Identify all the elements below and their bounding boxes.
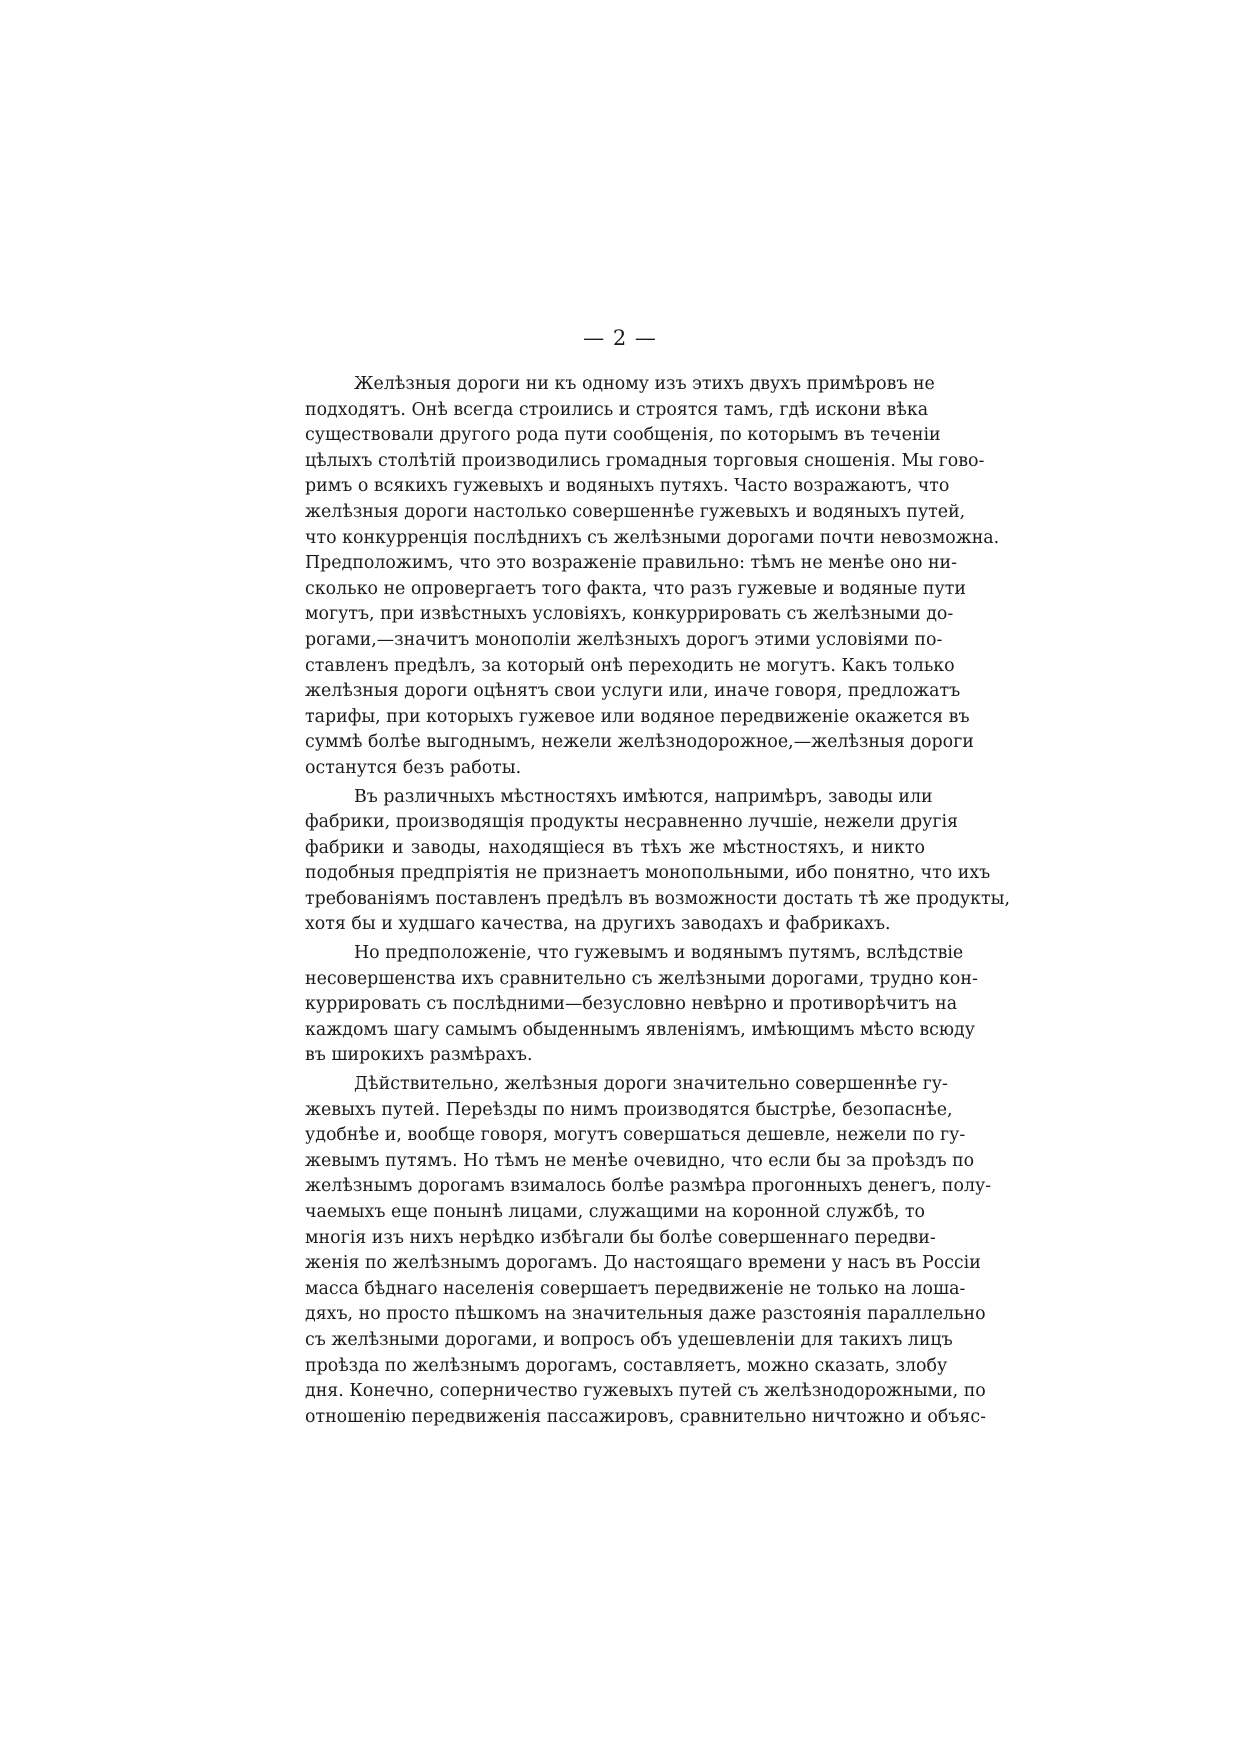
text-line: тарифы, при которыхъ гужевое или водяное передвиженіе окажется въ bbox=[305, 706, 970, 727]
text-line: Дѣйствительно, желѣзныя дороги значительно совершеннѣе гу- bbox=[354, 1074, 948, 1095]
body-text bbox=[305, 372, 1010, 1430]
text-line: могутъ, при извѣстныхъ условіяхъ, конкуррировать съ желѣзными до- bbox=[305, 604, 954, 625]
text-line: существовали другого рода пути сообщенія, по которымъ въ теченіи bbox=[305, 425, 941, 446]
text-line: масса бѣднаго населенія совершаетъ передвиженіе не только на лоша- bbox=[305, 1278, 966, 1299]
text-line: несовершенства ихъ сравнительно съ желѣзными дорогами, трудно кон- bbox=[305, 968, 978, 989]
text-line: желѣзныя дороги настолько совершеннѣе гужевыхъ и водяныхъ путей, bbox=[305, 501, 966, 522]
text-line: куррировать съ послѣдними—безусловно невѣрно и противорѣчитъ на bbox=[305, 994, 958, 1015]
text-line: хотя бы и худшаго качества, на другихъ заводахъ и фабрикахъ. bbox=[305, 914, 891, 935]
text-line: требованіямъ поставленъ предѣлъ въ возможности достать тѣ же продукты, bbox=[305, 888, 1010, 909]
text-line: подобныя предпріятія не признаетъ монопольными, ибо понятно, что ихъ bbox=[305, 863, 991, 884]
paragraph-3 bbox=[305, 941, 978, 1069]
text-line: сколько не опровергаетъ того факта, что разъ гужевые и водяные пути bbox=[305, 578, 966, 599]
text-line: римъ о всякихъ гужевыхъ и водяныхъ путяхъ. Часто возражаютъ, что bbox=[305, 476, 950, 497]
text-line: подходятъ. Онѣ всегда строились и строятся тамъ, гдѣ искони вѣка bbox=[305, 399, 929, 420]
text-line: проѣзда по желѣзнымъ дорогамъ, составляетъ, можно сказать, злобу bbox=[305, 1355, 948, 1376]
text-line: многія изъ нихъ нерѣдко избѣгали бы болѣе совершеннаго передви- bbox=[305, 1227, 936, 1248]
text-line: Предположимъ, что это возраженіе правильно: тѣмъ не менѣе оно ни- bbox=[305, 553, 958, 574]
text-line: чаемыхъ еще понынѣ лицами, служащими на коронной службѣ, то bbox=[305, 1202, 925, 1222]
text-line: женія по желѣзнымъ дорогамъ. До настоящаго времени у насъ въ Россіи bbox=[305, 1253, 981, 1274]
text-line: каждомъ шагу самымъ обыденнымъ явленіямъ, имѣющимъ мѣсто всюду bbox=[305, 1019, 975, 1040]
text-line: останутся безъ работы. bbox=[305, 757, 522, 778]
text-line: фабрики и заводы, находящіеся въ тѣхъ же мѣстностяхъ, и никто bbox=[305, 837, 925, 858]
text-line: дяхъ, но просто пѣшкомъ на значительныя даже разстоянія параллельно bbox=[305, 1304, 986, 1325]
paragraph-4 bbox=[305, 1072, 992, 1430]
text-line: рогами,—значитъ монополіи желѣзныхъ дорогъ этими условіями по- bbox=[305, 629, 943, 650]
paragraph-1 bbox=[305, 372, 1000, 782]
page-number: — 2 — bbox=[583, 326, 657, 350]
text-line: въ широкихъ размѣрахъ. bbox=[305, 1045, 533, 1066]
text-line: жевымъ путямъ. Но тѣмъ не менѣе очевидно, что если бы за проѣздъ по bbox=[305, 1150, 975, 1171]
text-line: суммѣ болѣе выгоднымъ, нежели желѣзнодорожное,—желѣзныя дороги bbox=[305, 732, 974, 753]
text-line: что конкурренція послѣднихъ съ желѣзными дорогами почти невозможна. bbox=[305, 527, 1000, 548]
text-line: желѣзныя дороги оцѣнятъ свои услуги или, иначе говоря, предложатъ bbox=[305, 681, 961, 702]
text-line: Въ различныхъ мѣстностяхъ имѣются, напримѣръ, заводы или bbox=[354, 786, 933, 807]
text-line: жевыхъ путей. Переѣзды по нимъ производятся быстрѣе, безопаснѣе, bbox=[305, 1099, 953, 1120]
text-line: Но предположеніе, что гужевымъ и водянымъ путямъ, вслѣдствіе bbox=[354, 943, 964, 964]
text-line: отношенію передвиженія пассажировъ, сравнительно ничтожно и объяс- bbox=[305, 1406, 986, 1427]
text-line: фабрики, производящія продукты несравненно лучшіе, нежели другія bbox=[305, 812, 959, 833]
text-line: желѣзнымъ дорогамъ взималось болѣе размѣра прогонныхъ денегъ, полу- bbox=[305, 1176, 992, 1197]
text-line: съ желѣзными дорогами, и вопросъ объ удешевленіи для такихъ лицъ bbox=[305, 1329, 953, 1350]
text-line: ставленъ предѣлъ, за который онѣ переходить не могутъ. Какъ только bbox=[305, 655, 955, 676]
text-line: удобнѣе и, вообще говоря, могутъ совершаться дешевле, нежели по гу- bbox=[305, 1125, 966, 1146]
text-line: цѣлыхъ столѣтій производились громадныя торговыя сношенія. Мы гово- bbox=[305, 450, 985, 471]
text-line: Желѣзныя дороги ни къ одному изъ этихъ двухъ примѣровъ не bbox=[354, 374, 935, 394]
text-line: дня. Конечно, соперничество гужевыхъ путей съ желѣзнодорожными, по bbox=[305, 1381, 986, 1402]
paragraph-2 bbox=[305, 785, 1010, 939]
